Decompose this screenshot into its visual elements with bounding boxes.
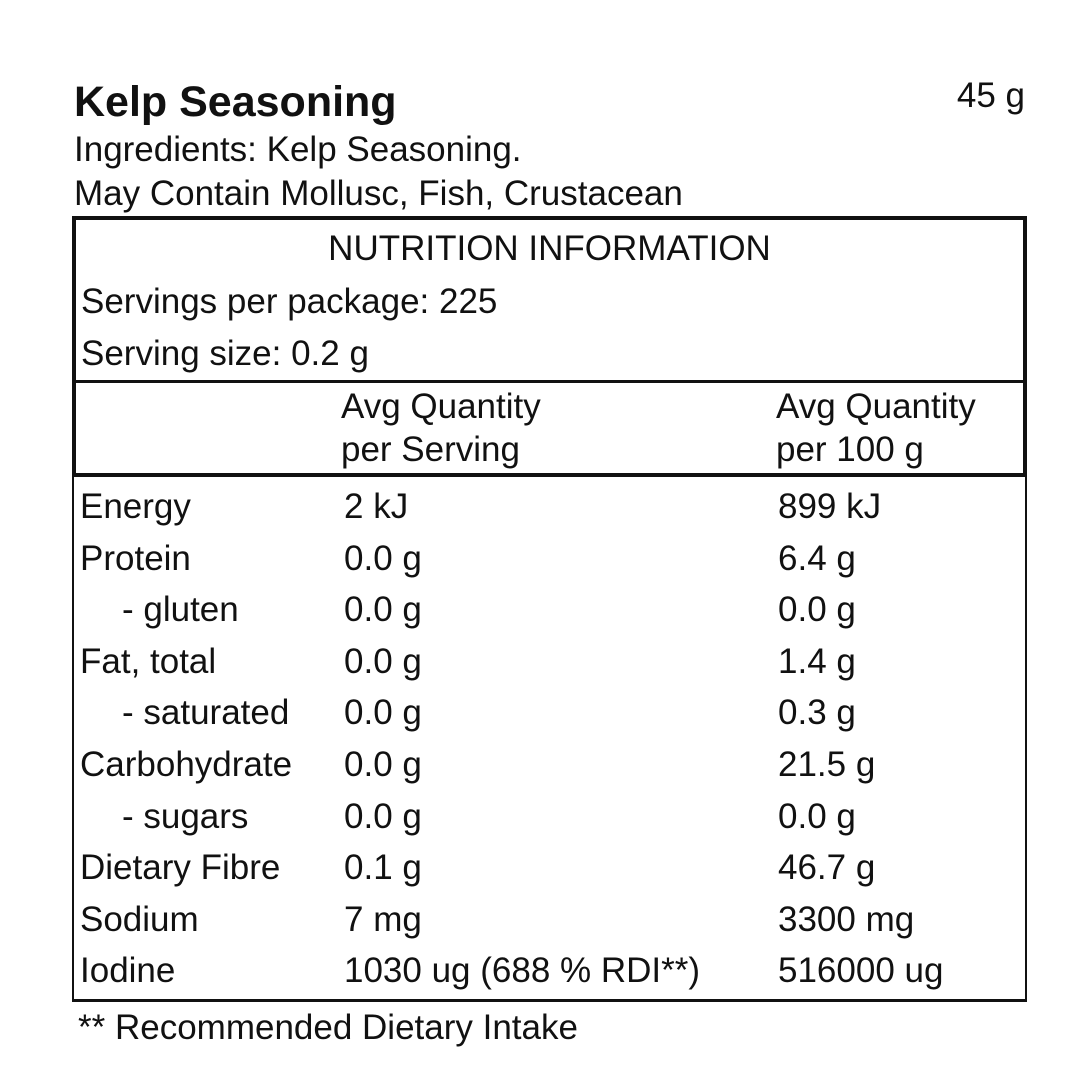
per-serving-value: 0.1 g [344, 848, 422, 888]
per-serving-value: 0.0 g [344, 796, 422, 836]
nutrient-name: Protein [80, 538, 191, 578]
table-row [74, 945, 1025, 997]
serving-size: Serving size: 0.2 g [81, 334, 369, 373]
per-serving-value: 1030 ug (688 % RDI**) [344, 951, 701, 991]
per-serving-value: 2 kJ [344, 487, 409, 526]
per-100g-value: 3300 mg [778, 899, 915, 939]
per-serving-value: 0.0 g [344, 744, 422, 784]
table-row [74, 687, 1025, 739]
per-serving-value: 7 mg [344, 899, 422, 939]
per-100g-value: 1.4 g [778, 641, 856, 681]
table-row [74, 791, 1025, 843]
per-100g-header-line2: per 100 g [776, 430, 924, 469]
per-100g-header [776, 385, 976, 471]
nutrient-name: Energy [80, 487, 191, 526]
nutrient-name: - saturated [122, 693, 290, 733]
product-name: Kelp Seasoning [74, 78, 397, 126]
per-serving-header [341, 385, 541, 471]
per-100g-value: 0.0 g [778, 590, 856, 630]
net-weight: 45 g [956, 76, 1025, 115]
rdi-footnote: ** Recommended Dietary Intake [78, 1007, 578, 1047]
table-row [74, 842, 1025, 894]
per-100g-value: 516000 ug [778, 951, 944, 991]
nutrient-name: - sugars [122, 796, 249, 836]
per-serving-header-line1: Avg Quantity [341, 387, 541, 426]
servings-per-package: Servings per package: 225 [81, 282, 498, 321]
panel-title: NUTRITION INFORMATION [328, 229, 771, 268]
nutrition-panel-header [72, 216, 1027, 380]
per-100g-value: 0.3 g [778, 693, 856, 733]
per-100g-value: 899 kJ [778, 487, 882, 526]
allergen-statement: May Contain Mollusc, Fish, Crustacean [74, 174, 683, 213]
per-serving-value: 0.0 g [344, 693, 422, 733]
table-row [74, 584, 1025, 636]
per-serving-header-line2: per Serving [341, 430, 520, 469]
table-row [74, 481, 1025, 533]
per-serving-value: 0.0 g [344, 538, 422, 578]
per-100g-value: 21.5 g [778, 744, 876, 784]
nutrient-table [72, 477, 1027, 1002]
table-row [74, 894, 1025, 946]
ingredients-line: Ingredients: Kelp Seasoning. [74, 130, 522, 169]
table-row [74, 739, 1025, 791]
table-row [74, 533, 1025, 585]
nutrient-name: Sodium [80, 899, 199, 939]
nutrient-name: - gluten [122, 590, 239, 630]
per-serving-value: 0.0 g [344, 590, 422, 630]
per-100g-value: 0.0 g [778, 796, 856, 836]
per-100g-value: 46.7 g [778, 848, 876, 888]
nutrient-name: Fat, total [80, 641, 217, 681]
table-row [74, 636, 1025, 688]
label-header [72, 70, 1027, 128]
nutrient-name: Dietary Fibre [80, 848, 281, 888]
column-header-row [72, 380, 1027, 477]
per-100g-value: 6.4 g [778, 538, 856, 578]
per-100g-header-line1: Avg Quantity [776, 387, 976, 426]
nutrient-name: Iodine [80, 951, 176, 991]
nutrient-name: Carbohydrate [80, 744, 293, 784]
per-serving-value: 0.0 g [344, 641, 422, 681]
nutrition-label [72, 70, 1027, 1048]
